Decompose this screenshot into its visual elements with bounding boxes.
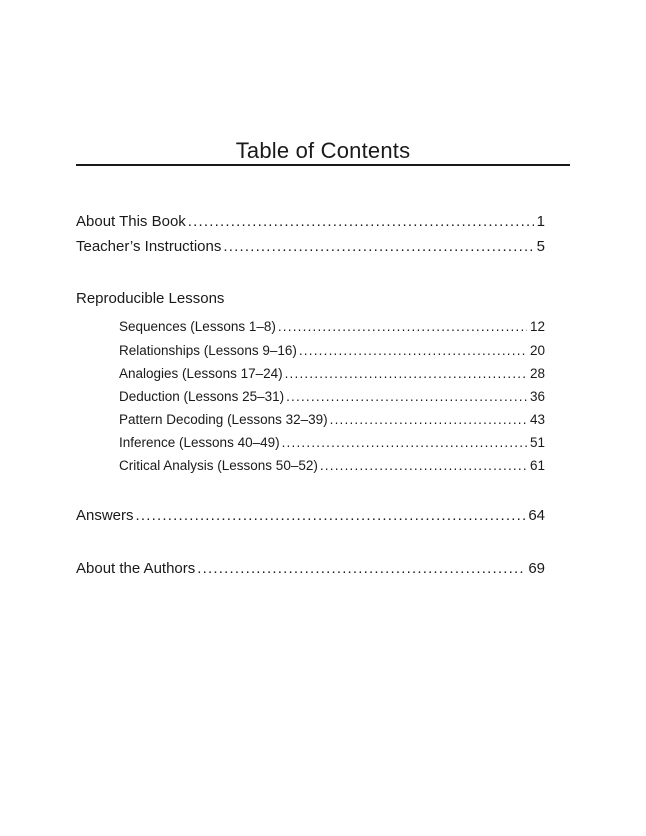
toc-entry-page: 69 — [528, 560, 545, 577]
toc-leader-dots — [282, 435, 527, 451]
toc-entry-label: About This Book — [76, 213, 186, 230]
toc-subentry-critical-analysis — [119, 458, 545, 474]
toc-leader-dots — [330, 412, 527, 428]
toc-entry-answers — [76, 507, 545, 525]
toc-subentry-page: 12 — [529, 319, 545, 334]
toc-entry-page: 1 — [536, 213, 545, 230]
toc-subentry-label: Deduction (Lessons 25–31) — [119, 389, 285, 404]
toc-subentry-inference — [119, 435, 545, 451]
title-rule — [76, 164, 570, 166]
toc-subentry-relationships — [119, 343, 545, 359]
toc-subentry-sequences — [119, 319, 545, 335]
toc-subentry-page: 28 — [529, 366, 545, 381]
toc-entry-about-the-authors — [76, 560, 545, 578]
toc-subentry-label: Inference (Lessons 40–49) — [119, 435, 280, 450]
toc-entry-page: 64 — [528, 507, 545, 524]
toc-subentry-label: Pattern Decoding (Lessons 32–39) — [119, 412, 328, 427]
section-heading-reproducible-lessons: Reproducible Lessons — [76, 290, 225, 307]
toc-leader-dots — [136, 507, 526, 525]
toc-subentry-label: Critical Analysis (Lessons 50–52) — [119, 458, 318, 473]
toc-subentry-page: 43 — [529, 412, 545, 427]
toc-subentry-label: Sequences (Lessons 1–8) — [119, 319, 276, 334]
toc-entry-about-this-book — [76, 213, 545, 231]
toc-entry-label: Answers — [76, 507, 134, 524]
toc-leader-dots — [223, 238, 533, 256]
toc-subentry-page: 61 — [529, 458, 545, 473]
toc-subentry-pattern-decoding — [119, 412, 545, 428]
toc-entry-label: Teacher’s Instructions — [76, 238, 222, 255]
toc-leader-dots — [286, 389, 527, 405]
toc-entry-page: 5 — [536, 238, 545, 255]
toc-subentry-label: Analogies (Lessons 17–24) — [119, 366, 283, 381]
page-title: Table of Contents — [235, 138, 411, 163]
toc-leader-dots — [197, 560, 525, 578]
toc-subentry-page: 20 — [529, 343, 545, 358]
toc-subentry-deduction — [119, 389, 545, 405]
toc-entry-label: About the Authors — [76, 560, 196, 577]
toc-leader-dots — [299, 343, 527, 359]
toc-leader-dots — [285, 366, 527, 382]
toc-leader-dots — [188, 213, 534, 231]
toc-leader-dots — [320, 458, 527, 474]
toc-leader-dots — [278, 319, 527, 335]
toc-subentry-analogies — [119, 366, 545, 382]
toc-entry-teachers-instructions — [76, 238, 545, 256]
toc-subentry-page: 51 — [529, 435, 545, 450]
toc-subentry-label: Relationships (Lessons 9–16) — [119, 343, 297, 358]
toc-subentry-page: 36 — [529, 389, 545, 404]
